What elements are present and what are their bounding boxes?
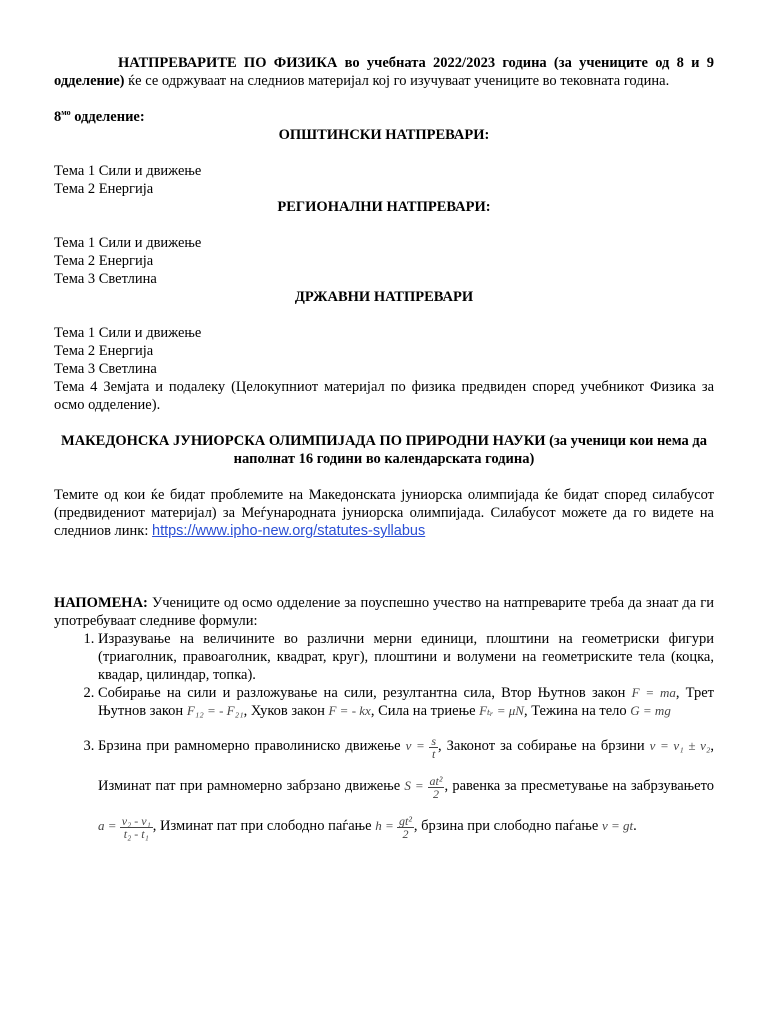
olympiad-paragraph [54,486,714,540]
list-item [98,630,714,684]
grade-number: 8 [54,109,62,125]
topic-item: Тема 1 Сили и движење [54,235,202,251]
note-paragraph [54,594,714,630]
formula-newton-third: F₁₂ = - F₂₁ [186,703,244,718]
note-label: НАПОМЕНА: [54,595,148,611]
intro-first-line [54,54,714,90]
fraction-denominator: t₂ - t₁ [123,826,149,841]
olympiad-heading: МАКЕДОНСКА ЈУНИОРСКА ОЛИМПИЈАДА ПО ПРИРОДНИ НАУКИ (за ученици кои нема да наполнат 16 години во календарската година) [61,433,707,467]
formula-free-fall-distance [375,813,414,841]
topic-item: Тема 1 Сили и движење [54,163,202,179]
list-item-text: Собирање на сили и разложување на сили, резултантна сила, Втор Њутнов закон [98,685,632,701]
list-item-text: , Трет Њутнов закон [98,685,714,719]
list-item-text: Изразување на величините во различни мерни единици, плоштини на геометриски фигури (триаголник, правоаголник, квадрат, круг), плоштини и волумени на геометриските тела (коцка, квадар, цилиндар, топка). [98,631,714,683]
topic-item: Тема 3 Светлина [54,271,157,287]
formula-hooke: F = - kx [328,703,371,718]
formula-newton-second: F = ma [631,685,676,700]
formula-accelerated-distance [404,773,444,801]
formula-uniform-velocity [405,733,438,761]
list-item-text: Брзина при рамномерно праволиниско движење [98,738,406,754]
list-item-text: , равенка за пресметување на забрзувањето [444,778,714,794]
formula-lhs: v = [405,738,425,753]
fraction-numerator: gt² [398,813,412,828]
fraction-denominator: t [432,746,436,761]
grade-label: одделение: [70,109,145,125]
formula-free-fall-velocity: v = gt [601,818,634,833]
section-heading-regional: РЕГИОНАЛНИ НАТПРЕВАРИ: [277,199,491,215]
fraction-numerator: v₂ - v₁ [121,813,151,828]
fraction-numerator: s [431,733,437,748]
list-item [98,684,714,720]
fraction [397,815,414,840]
topic-item: Тема 2 Енергија [54,253,154,269]
list-item-text: . [633,818,637,834]
formula-velocity-addition: v = v₁ ± v₂ [649,738,711,753]
list-item-text: , Законот за собирање на брзини [438,738,650,754]
formula-weight: G = mg [630,703,671,718]
intro-bold: НАТПРЕВАРИТЕ ПО ФИЗИКА во учебната 2022/2023 година (за учениците од 8 и 9 одделение) [54,55,714,89]
list-item [98,726,714,846]
list-item-text: , Изминат пат при слободно паѓање [152,818,376,834]
section-heading-municipal: ОПШТИНСКИ НАТПРЕВАРИ: [278,127,490,143]
topic-item: Тема 1 Сили и движење [54,325,202,341]
document-page [54,54,714,846]
list-item-text: , Тежина на тело [523,703,631,719]
intro-paragraph [54,54,714,90]
grade-suffix: мо [61,108,71,117]
topic-item: Тема 2 Енергија [54,181,154,197]
topic-item: Тема 2 Енергија [54,343,154,359]
fraction [428,775,445,800]
formula-list [54,630,714,846]
formula-lhs: h = [375,818,394,833]
formula-acceleration [98,813,153,841]
formula-friction: Fₜᵣ = μN [479,703,524,718]
section-heading-state: ДРЖАВНИ НАТПРЕВАРИ [294,289,474,305]
fraction-denominator: 2 [402,826,409,841]
list-item-text: , Хуков закон [243,703,329,719]
fraction-numerator: at² [429,773,443,788]
intro-rest: ќе се одржуваат на следниов материјал кој го изучуваат учениците во тековната година. [124,73,670,89]
fraction [120,815,153,840]
note-text: Учениците од осмо одделение за поуспешно учество на натпреварите треба да знаат да ги употребуваат следниве формули: [54,595,714,629]
formula-lhs: S = [404,778,424,793]
topic-item: Тема 3 Светлина [54,361,157,377]
formula-lhs: a = [98,818,117,833]
olympiad-text: Темите од кои ќе бидат проблемите на Македонската јуниорска олимпијада ќе бидат според силабусот (предвидениот материјал) за Меѓународната јуниорска олимпијада. Силабусот можете да го видете на следниов линк: [54,487,714,539]
list-item-text: , Сила на триење [370,703,480,719]
syllabus-link[interactable]: https://www.ipho-new.org/statutes-syllabus [152,523,426,539]
grade-heading [54,108,714,126]
fraction-denominator: 2 [432,786,439,801]
fraction [429,735,438,760]
list-item-text: , брзина при слободно паѓање [413,818,602,834]
list-item-text: , Изминат пат при рамномерно забрзано движење [98,738,715,794]
topic-item: Тема 4 Земјата и подалеку (Целокупниот материјал по физика предвиден според учебникот Физика за осмо одделение). [54,379,714,413]
